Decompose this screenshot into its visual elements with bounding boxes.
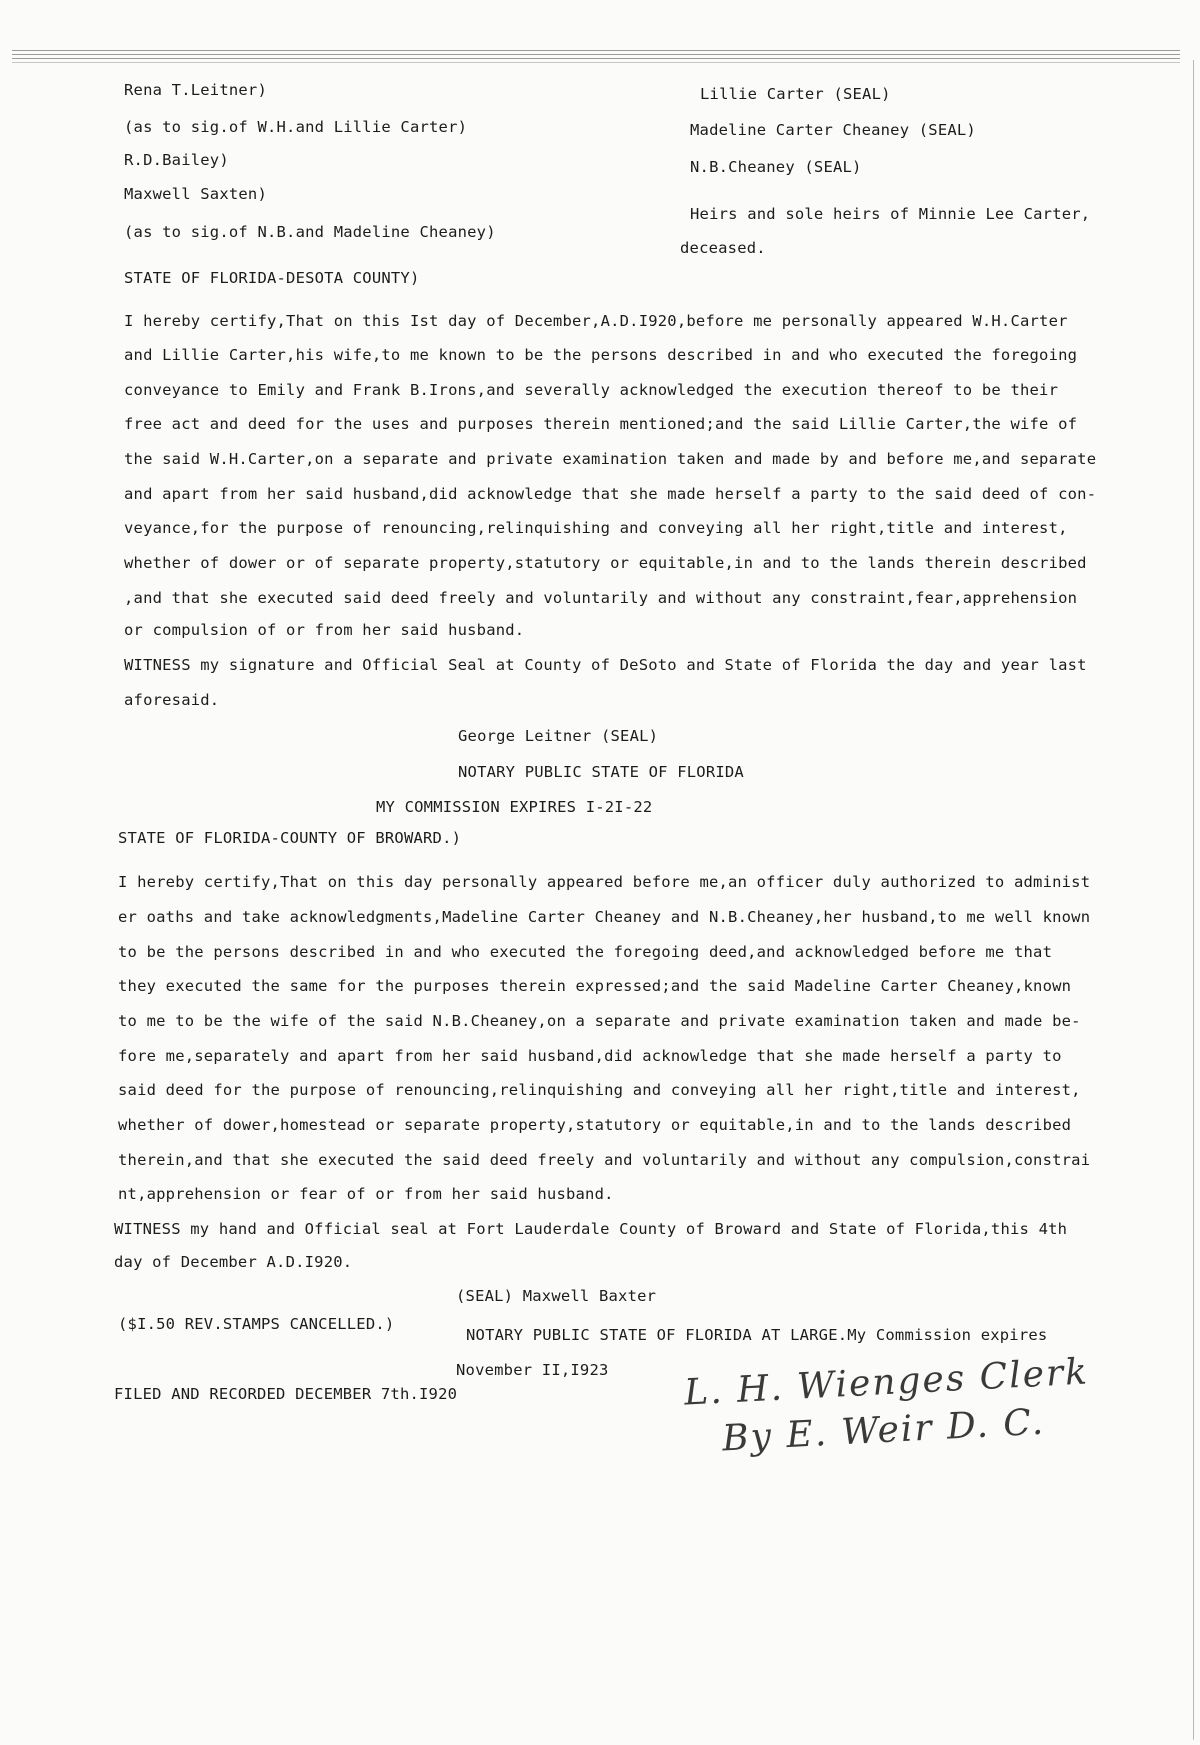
grantor-line: Heirs and sole heirs of Minnie Lee Carter, (690, 205, 1091, 223)
stamps-note: ($I.50 REV.STAMPS CANCELLED.) (118, 1315, 395, 1333)
witness-line: Maxwell Saxten) (124, 185, 267, 203)
grantor-line: N.B.Cheaney (SEAL) (690, 158, 862, 176)
notary-title: NOTARY PUBLIC STATE OF FLORIDA AT LARGE.My Commission expires (466, 1326, 1048, 1344)
ack-line: to me to be the wife of the said N.B.Cheaney,on a separate and private examination taken and made be- (118, 1012, 1081, 1030)
notary-expiry: MY COMMISSION EXPIRES I-2I-22 (376, 798, 653, 816)
witness-line: (as to sig.of W.H.and Lillie Carter) (124, 118, 468, 136)
clerk-signature-line: L. H. Wienges Clerk (683, 1351, 1090, 1414)
top-rule-4 (12, 62, 1180, 63)
notary-name: George Leitner (SEAL) (458, 727, 659, 745)
ack-heading: STATE OF FLORIDA-DESOTA COUNTY) (124, 269, 420, 287)
ack-line: er oaths and take acknowledgments,Madeline Carter Cheaney and N.B.Cheaney,her husband,to me well known (118, 908, 1091, 926)
ack-line: the said W.H.Carter,on a separate and private examination taken and made by and before me,and separate (124, 450, 1097, 468)
ack-line: veyance,for the purpose of renouncing,relinquishing and conveying all her right,title and interest, (124, 519, 1068, 537)
ack-line: WITNESS my signature and Official Seal at County of DeSoto and State of Florida the day and year last (124, 656, 1087, 674)
grantor-line: Lillie Carter (SEAL) (700, 85, 891, 103)
ack-line: whether of dower or of separate property,statutory or equitable,in and to the lands therein described (124, 554, 1087, 572)
page-edge (1193, 60, 1194, 1740)
ack-line: said deed for the purpose of renouncing,relinquishing and conveying all her right,title and interest, (118, 1081, 1081, 1099)
grantor-line: Madeline Carter Cheaney (SEAL) (690, 121, 976, 139)
ack-line: nt,apprehension or fear of or from her said husband. (118, 1185, 614, 1203)
top-rule (12, 50, 1180, 51)
ack-line: to be the persons described in and who executed the foregoing deed,and acknowledged before me that (118, 943, 1053, 961)
ack-line: WITNESS my hand and Official seal at Fort Lauderdale County of Broward and State of Florida,this 4th (114, 1220, 1068, 1238)
ack-line: conveyance to Emily and Frank B.Irons,and severally acknowledged the execution thereof to be their (124, 381, 1059, 399)
notary-expiry: November II,I923 (456, 1361, 609, 1379)
ack-line: aforesaid. (124, 691, 220, 709)
deputy-signature-line: By E. Weir D. C. (721, 1401, 1046, 1460)
filed-recorded: FILED AND RECORDED DECEMBER 7th.I920 (114, 1385, 458, 1403)
ack-line: or compulsion of or from her said husband. (124, 621, 525, 639)
ack-line: I hereby certify,That on this Ist day of December,A.D.I920,before me personally appeared W.H.Carter (124, 312, 1068, 330)
ack-line: day of December A.D.I920. (114, 1253, 353, 1271)
ack-line: they executed the same for the purposes therein expressed;and the said Madeline Carter Cheaney,known (118, 977, 1072, 995)
witness-line: R.D.Bailey) (124, 151, 229, 169)
ack-line: ,and that she executed said deed freely and voluntarily and without any constraint,fear,apprehension (124, 589, 1078, 607)
ack-line: I hereby certify,That on this day personally appeared before me,an officer duly authorized to administ (118, 873, 1091, 891)
ack-line: and Lillie Carter,his wife,to me known to be the persons described in and who executed the foregoing (124, 346, 1078, 364)
ack-line: free act and deed for the uses and purposes therein mentioned;and the said Lillie Carter,the wife of (124, 415, 1078, 433)
witness-line: (as to sig.of N.B.and Madeline Cheaney) (124, 223, 496, 241)
ack-line: fore me,separately and apart from her said husband,did acknowledge that she made herself a party to (118, 1047, 1062, 1065)
notary-name: (SEAL) Maxwell Baxter (456, 1287, 657, 1305)
ack-line: whether of dower,homestead or separate property,statutory or equitable,in and to the lands described (118, 1116, 1072, 1134)
ack-line: therein,and that she executed the said deed freely and voluntarily and without any compulsion,constrai (118, 1151, 1091, 1169)
witness-line: Rena T.Leitner) (124, 81, 267, 99)
ack-line: and apart from her said husband,did acknowledge that she made herself a party to the said deed of con- (124, 485, 1097, 503)
top-rule-2 (12, 54, 1180, 55)
notary-title: NOTARY PUBLIC STATE OF FLORIDA (458, 763, 744, 781)
grantor-line: deceased. (680, 239, 766, 257)
top-rule-3 (12, 58, 1180, 59)
ack-heading: STATE OF FLORIDA-COUNTY OF BROWARD.) (118, 829, 462, 847)
